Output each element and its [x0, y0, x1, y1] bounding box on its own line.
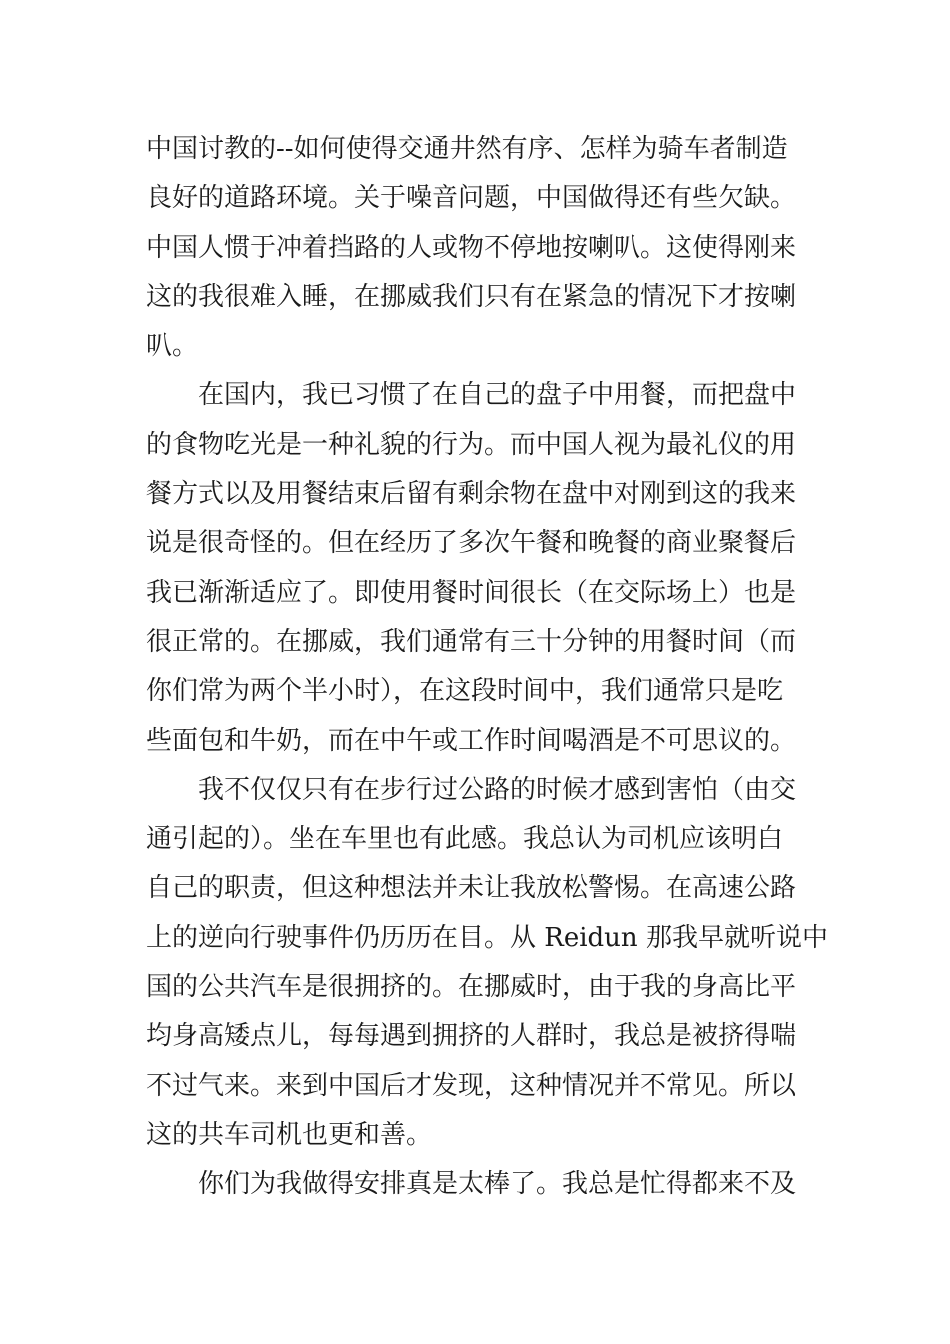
text-line: 这的共车司机也更和善。 — [146, 1119, 433, 1150]
text-line: 餐方式以及用餐结束后留有剩余物在盘中对刚到这的我来 — [146, 479, 797, 510]
text-line: 国的公共汽车是很拥挤的。在挪威时，由于我的身高比平 — [146, 972, 797, 1003]
paragraph-start-line: 你们为我做得安排真是太棒了。我总是忙得都来不及 — [198, 1169, 797, 1200]
text-line: 通引起的）。坐在车里也有此感。我总认为司机应该明白 — [146, 824, 784, 855]
text-line: 上的逆向行驶事件仍历历在目。从 Reidun 那我早就听说中 — [146, 922, 828, 953]
text-line: 说是很奇怪的。但在经历了多次午餐和晚餐的商业聚餐后 — [146, 528, 797, 559]
text-line: 良好的道路环境。关于噪音问题，中国做得还有些欠缺。 — [146, 183, 797, 214]
text-line: 些面包和牛奶，而在中午或工作时间喝酒是不可思议的。 — [146, 725, 797, 756]
text-line: 你们常为两个半小时），在这段时间中，我们通常只是吃 — [146, 676, 784, 707]
body-text — [146, 125, 828, 1210]
text-line: 叭。 — [146, 331, 199, 362]
text-line: 我已渐渐适应了。即使用餐时间很长（在交际场上）也是 — [146, 577, 797, 608]
text-line: 的食物吃光是一种礼貌的行为。而中国人视为最礼仪的用 — [146, 429, 797, 460]
text-line: 均身高矮点儿，每每遇到拥挤的人群时，我总是被挤得喘 — [146, 1021, 797, 1052]
paragraph-start-line: 我不仅仅只有在步行过公路的时候才感到害怕（由交 — [198, 774, 797, 805]
paragraph-start-line: 在国内，我已习惯了在自己的盘子中用餐，而把盘中 — [198, 380, 797, 411]
text-line: 中国讨教的--如何使得交通井然有序、怎样为骑车者制造 — [146, 134, 788, 164]
text-line: 不过气来。来到中国后才发现，这种情况并不常见。所以 — [146, 1070, 797, 1101]
text-line: 中国人惯于冲着挡路的人或物不停地按喇叭。这使得刚来 — [146, 232, 797, 263]
text-line: 很正常的。在挪威，我们通常有三十分钟的用餐时间（而 — [146, 626, 797, 657]
text-line: 自己的职责，但这种想法并未让我放松警惕。在高速公路 — [146, 873, 797, 904]
text-line: 这的我很难入睡，在挪威我们只有在紧急的情况下才按喇 — [146, 281, 797, 312]
